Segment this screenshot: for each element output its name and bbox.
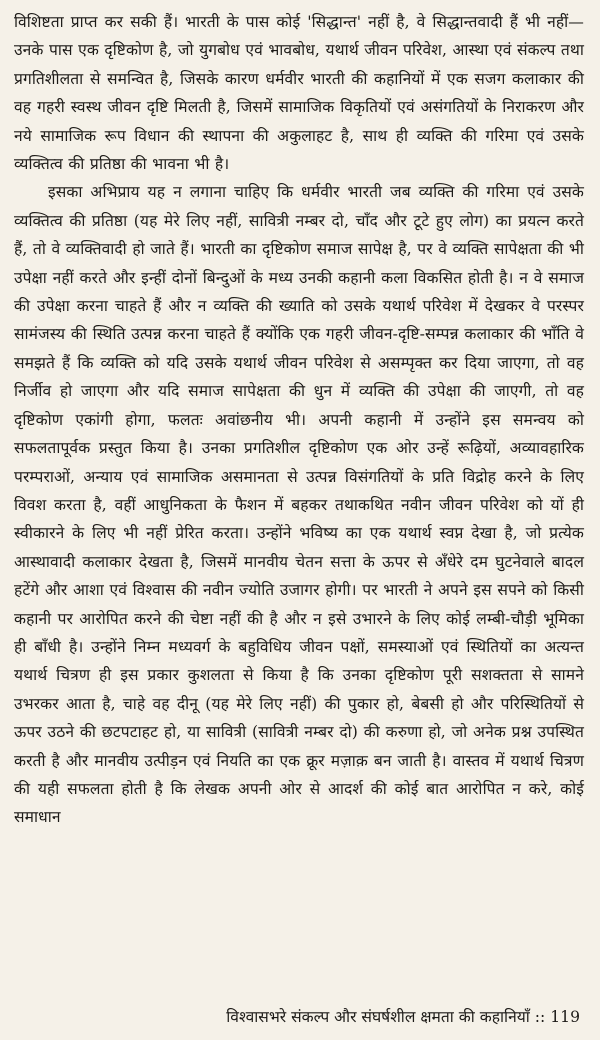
paragraph-main: इसका अभिप्राय यह न लगाना चाहिए कि धर्मवीर भारती जब व्यक्ति की गरिमा एवं उसके व्यक्तित्व की प्रतिष्ठा (यह मेरे लिए नहीं, सावित्री नम्बर दो, चाँद और टूटे हुए लोग) का प्रयत्न करते हैं, तो वे व्यक्तिवादी हो जाते हैं। भारती का दृष्टिकोण समाज सापेक्ष है, पर वे व्यक्ति सापेक्षता की भी उपेक्षा नहीं करते और इन्हीं दोनों बिन्दुओं के मध्य उनकी कहानी कला विकसित होती है। न वे समाज की उपेक्षा करना चाहते हैं और न व्यक्ति की ख्याति को उसके यथार्थ परिवेश में देखकर वे परस्पर सामंजस्य की स्थिति उत्पन्न करना चाहते हैं क्योंकि एक गहरी जीवन-दृष्टि-सम्पन्न कलाकार की भाँति वे समझते हैं कि व्यक्ति को यदि उसके यथार्थ जीवन परिवेश से असम्पृक्त कर दिया जाएगा, तो वह निर्जीव हो जाएगा और यदि समाज सापेक्षता की धुन में व्यक्ति की उपेक्षा की जाएगी, तो वह दृष्टिकोण एकांगी होगा, फलतः अवांछनीय भी। अपनी कहानी में उन्होंने इस समन्वय को सफलतापूर्वक प्रस्तुत किया है। उनका प्रगतिशील दृष्टिकोण एक ओर उन्हें रूढ़ियों, अव्यावहारिक परम्पराओं, अन्याय एवं सामाजिक असमानता से उत्पन्न विसंगतियों के प्रति विद्रोह करने के लिए विवश करता है, वहीं आधुनिकता के फैशन में बहकर तथाकथित नवीन जीवन परिवेश को यों ही स्वीकारने के लिए भी नहीं प्रेरित करता। उन्होंने भविष्य का एक यथार्थ स्वप्न देखा है, जो प्रत्येक आस्थावादी कलाकार देखता है, जिसमें मानवीय चेतन सत्ता के ऊपर से अँधेरे दम घुटनेवाले बादल हटेंगे और आशा एवं विश्वास की नवीन ज्योति उजागर होगी। पर भारती ने अपने इस सपने को किसी कहानी पर आरोपित करने की चेष्टा नहीं की है और न इसे उभारने के लिए कोई लम्बी-चौड़ी भूमिका ही बाँधी है। उन्होंने निम्न मध्यवर्ग के बहुविधिय जीवन पक्षों, समस्याओं एवं स्थितियों का अत्यन्त यथार्थ चित्रण ही इस प्रकार कुशलता से किया है कि उनका दृष्टिकोण पूरी सशक्तता से सामने उभरकर आता है, चाहे वह दीनू (यह मेरे लिए नहीं) की पुकार हो, बेबसी हो और परिस्थितियों से ऊपर उठने की छटपटाहट हो, या सावित्री (सावित्री नम्बर दो) की करुणा हो, जो अनेक प्रश्न उपस्थित करती है और मानवीय उत्पीड़न एवं नियति का एक क्रूर मज़ाक़ बन जाती है। वास्तव में यथार्थ चित्रण की यही सफलता होती है कि लेखक अपनी ओर से आदर्श की कोई बात आरोपित न करे, कोई समाधान	[14, 183, 584, 827]
paragraph-continuation: विशिष्टता प्राप्त कर सकी हैं। भारती के पास कोई 'सिद्धान्त' नहीं है, वे सिद्धान्तवादी हैं भी नहीं—उनके पास एक दृष्टिकोण है, जो युगबोध एवं भावबोध, यथार्थ जीवन परिवेश, आस्था एवं संकल्प तथा प्रगतिशीलता से समन्वित है, जिसके कारण धर्मवीर भारती की कहानियों में एक सजग कलाकार की वह गहरी स्वस्थ जीवन दृष्टि मिलती है, जिसमें सामाजिक विकृतियों एवं असंगतियों के निराकरण और नये सामाजिक रूप विधान की स्थापना की अकुलाहट है, साथ ही व्यक्ति की गरिमा एवं उसके व्यक्तित्व की प्रतिष्ठा की भावना भी है।	[14, 13, 584, 174]
page-footer: विश्वासभरे संकल्प और संघर्षशील क्षमता की कहानियाँ :: 119	[226, 1008, 580, 1026]
